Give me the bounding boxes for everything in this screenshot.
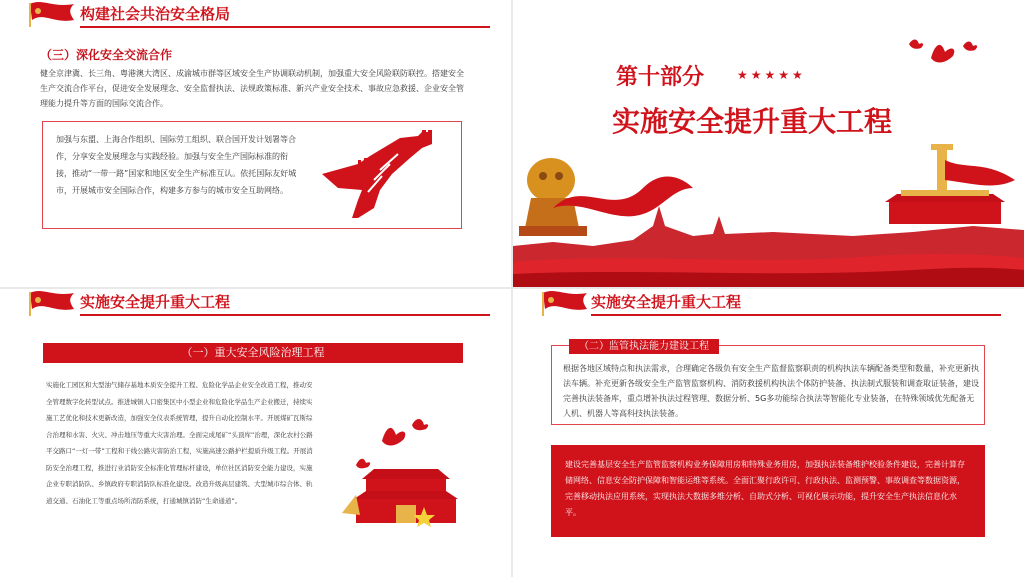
title-underline <box>80 26 490 28</box>
slide-2[interactable] <box>513 0 1024 287</box>
body-paragraph: 实施化工园区和大型油气储存基地本质安全提升工程、危险化学品企业安全改造工程，推动安全管理数字化转型试点。推进城镇人口密集区中小型企业和危险化学品生产企业搬迁，持续实施工艺优化和技术更新改造，加强安全仪表系统管理，提升自动化控制水平。开展煤矿瓦斯综合治理和水害、火灾、冲击地压等重大灾害治理。全面完成尾矿“头顶库”治理，深化农村公路平交路口“一灯一带”工程和干线公路灾害防治工程，实施高速公路护栏提质升级工程。开展消防安全治理工程，推进行业消防安全标准化管理标杆建设，单位社区消防安全能力建设，实施企业专职消防队、乡镇政府专职消防队标准化建设。改造升级高层建筑、大型城市综合体、轨道交通、石油化工等重点场所消防系统，打通城镇消防“生命通道”。 <box>46 381 313 505</box>
section-bar: （一）重大安全风险治理工程 <box>43 343 463 363</box>
great-wall-icon <box>318 130 450 220</box>
city-skyline-banner <box>513 196 1024 287</box>
tiananmen-doves-icon <box>342 415 470 527</box>
party-flag-icon <box>537 289 589 317</box>
stars-row: ★★★★★ <box>737 68 806 82</box>
part-number: 第十部分 <box>616 65 705 90</box>
slide-4[interactable] <box>513 289 1024 577</box>
section-heading: 实施安全提升重大工程 <box>612 105 893 138</box>
intro-paragraph: 健全京津冀、长三角、粤港澳大湾区、成渝城市群等区域安全生产协调联动机制，加强重大安全风险联防联控。搭建安全生产交流合作平台，促进安全发展理念、安全监督执法、法规政策标准、新兴产业安全技术、事故应急救援、企业安全管理能力提升等方面的国际交流合作。 <box>40 69 464 108</box>
box-paragraph: 加强与东盟、上海合作组织、国际劳工组织、联合国开发计划署等合作，分享安全发展理念与实践经验。加强与安全生产国际标准的衔接，推动“一带一路”国家和地区安全生产标准互认。依托国际友好城市，开展城市安全国际合作，构建多方参与的城市安全互助网络。 <box>56 135 297 195</box>
title-underline <box>591 314 1001 316</box>
party-flag-icon <box>24 0 76 28</box>
section-subtitle: （三）深化安全交流合作 <box>40 48 173 62</box>
box-paragraph: 根据各地区域特点和执法需求，合理确定各级负有安全生产监督监察职责的机构执法车辆配备类型和数量，补充更新执法车辆。补充更新各级安全生产监管监察机构、消防救援机构执法个体防护装备、执法制式服装和调查取证装备，建设完善执法装备库，重点增补执法过程管理、数据分析、5G多功能综合执法等智能化专业装备，在特殊领域优先配备无人机、机器人等高科技执法装备。 <box>563 364 979 418</box>
slide-title: 构建社会共治安全格局 <box>80 5 231 23</box>
slide-title: 实施安全提升重大工程 <box>591 293 742 311</box>
slide-1[interactable] <box>0 0 511 287</box>
slide-3[interactable] <box>0 289 511 577</box>
slide-title: 实施安全提升重大工程 <box>80 293 231 311</box>
title-underline <box>80 314 490 316</box>
party-flag-icon <box>24 289 76 317</box>
highlight-block: 建设完善基层安全生产监管监察机构业务保障用房和特殊业务用房，加强执法装备维护校验条件建设，完善计算存储网络、信息安全防护保障和智能运维等系统。全面汇聚行政许可、行政执法、监测预警、事故调查等数据资源，完善移动执法应用系统，实现执法大数据多维分析、自助式分析、可视化展示功能，提升安全生产执法信息化水平。 <box>551 445 985 537</box>
doves-icon <box>901 34 981 78</box>
section-tag: （二）监管执法能力建设工程 <box>569 339 719 354</box>
